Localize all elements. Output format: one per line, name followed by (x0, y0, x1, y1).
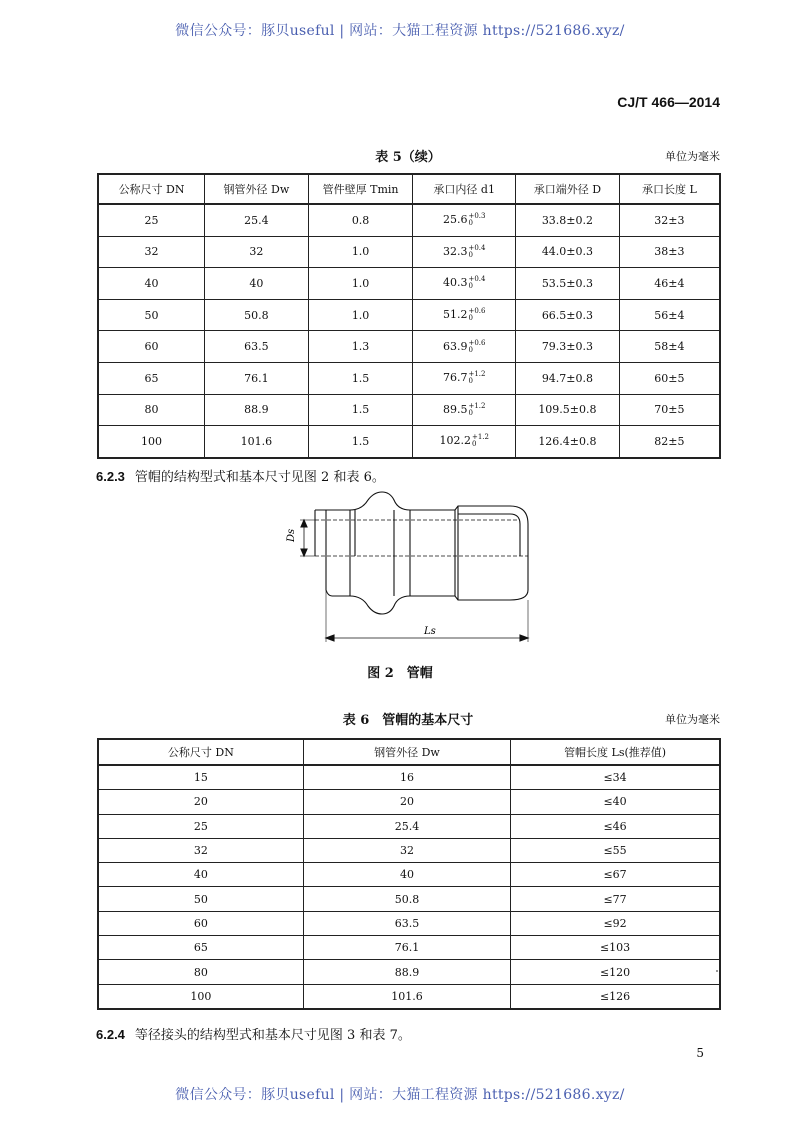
table5-cell-dw: 50.8 (205, 299, 309, 331)
table5-cell-D: 126.4±0.8 (516, 426, 620, 458)
table5-row (98, 426, 720, 458)
table5-d1-tolerance (472, 434, 489, 448)
table5-cell-t: 1.0 (308, 299, 413, 331)
table6-cell-ls: ≤40 (511, 790, 720, 814)
clause-6-2-4-text: 等径接头的结构型式和基本尺寸见图 3 和表 7。 (134, 1028, 411, 1043)
table6-header-row (98, 739, 720, 765)
table6-row (98, 790, 720, 814)
table6-row (98, 960, 720, 984)
table6-title: 表 6 管帽的基本尺寸 (342, 713, 474, 728)
figure2-pipe-cap-drawing (270, 480, 550, 650)
table5-header-d1: 承口内径 d1 (413, 174, 516, 204)
table5-d1-value: 32.3 (442, 244, 468, 258)
table5-cell-d1 (413, 299, 516, 331)
table5-d1-lower: 0 (468, 219, 473, 228)
table5-title: 表 5（续） (375, 150, 441, 165)
table5-cell-D: 66.5±0.3 (516, 299, 620, 331)
table6-cell-dn: 20 (98, 790, 303, 814)
table6-cell-dw: 50.8 (303, 887, 510, 911)
table5-cell-t: 0.8 (308, 204, 413, 236)
table5-row (98, 204, 720, 236)
table5 (97, 173, 721, 459)
table5-row (98, 299, 720, 331)
table5-cell-L: 58±4 (619, 331, 720, 363)
table6-row (98, 984, 720, 1009)
table6-cell-dw: 32 (303, 838, 510, 862)
table6-cell-ls: ≤120 (511, 960, 720, 984)
table5-d1-lower: 0 (468, 408, 473, 417)
table5-cell-L: 60±5 (619, 362, 720, 394)
clause-6-2-4-number: 6.2.4 (96, 1027, 125, 1042)
table5-cell-D: 94.7±0.8 (516, 362, 620, 394)
table6-row (98, 765, 720, 790)
table5-cell-D: 53.5±0.3 (516, 268, 620, 300)
table6-row (98, 887, 720, 911)
table5-d1-value: 25.6 (442, 213, 468, 227)
table5-cell-d1 (413, 268, 516, 300)
table5-d1-upper: +0.4 (468, 275, 486, 284)
table5-row (98, 268, 720, 300)
table5-cell-t: 1.0 (308, 236, 413, 268)
table5-cell-t: 1.3 (308, 331, 413, 363)
table5-cell-L: 70±5 (619, 394, 720, 426)
table5-body (98, 204, 720, 458)
table6-cell-ls: ≤77 (511, 887, 720, 911)
table6-cell-ls: ≤67 (511, 863, 720, 887)
table6-row (98, 911, 720, 935)
table6-cell-dw: 40 (303, 863, 510, 887)
table6-cell-dn: 25 (98, 814, 303, 838)
table5-cell-dn: 50 (98, 299, 205, 331)
table5-cell-t: 1.5 (308, 362, 413, 394)
table6-row (98, 814, 720, 838)
table5-d1-tolerance (468, 340, 485, 354)
watermark-bottom: 微信公众号：豚贝useful | 网站：大猫工程资源 https://521686.xyz/ (175, 1087, 625, 1103)
table5-cell-L: 56±4 (619, 299, 720, 331)
table5-cell-dw: 101.6 (205, 426, 309, 458)
table5-d1-upper: +0.3 (468, 212, 486, 221)
table5-d1-lower: 0 (468, 250, 473, 259)
table5-header-L: 承口长度 L (619, 174, 720, 204)
table6-cell-dn: 32 (98, 838, 303, 862)
table5-header-dn: 公称尺寸 DN (98, 174, 205, 204)
table5-cell-dw: 63.5 (205, 331, 309, 363)
table5-cell-d1 (413, 362, 516, 394)
table5-cell-d1 (413, 394, 516, 426)
table6-cell-dw: 20 (303, 790, 510, 814)
table6 (97, 738, 721, 1010)
table5-cell-dn: 80 (98, 394, 205, 426)
figure2-label-ds: Ds (286, 528, 297, 542)
table6-cell-dw: 25.4 (303, 814, 510, 838)
table5-cell-dn: 25 (98, 204, 205, 236)
table5-cell-dw: 25.4 (205, 204, 309, 236)
table6-cell-dw: 16 (303, 765, 510, 790)
table5-cell-D: 79.3±0.3 (516, 331, 620, 363)
table5-d1-tolerance (468, 403, 485, 417)
table5-unit: 单位为毫米 (665, 150, 720, 163)
page-number: 5 (696, 1046, 704, 1060)
table5-header-dw: 钢管外径 Dw (205, 174, 309, 204)
table5-d1-upper: +0.6 (468, 307, 486, 316)
table6-cell-ls: ≤126 (511, 984, 720, 1009)
table5-d1-value: 102.2 (439, 434, 471, 448)
table5-caption (96, 146, 720, 164)
table5-header-t: 管件壁厚 Tmin (308, 174, 413, 204)
table5-row (98, 236, 720, 268)
table5-d1-lower: 0 (468, 282, 473, 291)
table6-cell-dn: 65 (98, 936, 303, 960)
table6-cell-dw: 101.6 (303, 984, 510, 1009)
table5-cell-d1 (413, 331, 516, 363)
table5-cell-D: 33.8±0.2 (516, 204, 620, 236)
table6-cell-ls: ≤46 (511, 814, 720, 838)
table6-row (98, 838, 720, 862)
table5-cell-dw: 40 (205, 268, 309, 300)
table5-cell-t: 1.0 (308, 268, 413, 300)
table5-cell-dw: 76.1 (205, 362, 309, 394)
table5-cell-D: 109.5±0.8 (516, 394, 620, 426)
table5-cell-D: 44.0±0.3 (516, 236, 620, 268)
table5-d1-upper: +1.2 (468, 401, 486, 410)
table5-d1-upper: +0.4 (468, 243, 486, 252)
table6-cell-dw: 76.1 (303, 936, 510, 960)
table5-cell-dn: 100 (98, 426, 205, 458)
table6-cell-dn: 15 (98, 765, 303, 790)
standard-code: CJ/T 466—2014 (617, 94, 720, 110)
table5-d1-upper: +0.6 (468, 338, 486, 347)
table6-row (98, 936, 720, 960)
table5-cell-dw: 32 (205, 236, 309, 268)
table5-d1-lower: 0 (468, 377, 473, 386)
table5-cell-L: 82±5 (619, 426, 720, 458)
figure2-label-ls: Ls (424, 626, 436, 637)
table5-header-row (98, 174, 720, 204)
table6-row (98, 863, 720, 887)
table5-row (98, 331, 720, 363)
clause-6-2-4 (96, 1024, 411, 1043)
table6-cell-dn: 60 (98, 911, 303, 935)
table5-d1-value: 40.3 (442, 276, 468, 290)
table6-cell-ls: ≤34 (511, 765, 720, 790)
table5-cell-L: 46±4 (619, 268, 720, 300)
table5-d1-tolerance (468, 213, 485, 227)
table5-cell-d1 (413, 426, 516, 458)
clause-6-2-3-number: 6.2.3 (96, 469, 125, 484)
table6-header-ls: 管帽长度 Ls(推荐值) (511, 739, 720, 765)
table6-cell-dw: 88.9 (303, 960, 510, 984)
table6-cell-dn: 80 (98, 960, 303, 984)
table6-unit: 单位为毫米 (665, 713, 720, 726)
table6-body (98, 765, 720, 1009)
table6-cell-ls: ≤103 (511, 936, 720, 960)
table5-cell-dn: 60 (98, 331, 205, 363)
table5-d1-lower: 0 (468, 314, 473, 323)
table5-cell-dw: 88.9 (205, 394, 309, 426)
table5-cell-dn: 65 (98, 362, 205, 394)
table5-cell-t: 1.5 (308, 394, 413, 426)
table5-cell-dn: 40 (98, 268, 205, 300)
table5-row (98, 362, 720, 394)
table6-cell-ls: ≤92 (511, 911, 720, 935)
table5-cell-dn: 32 (98, 236, 205, 268)
scan-speck (716, 970, 718, 972)
table5-cell-L: 32±3 (619, 204, 720, 236)
clause-6-2-3-text: 管帽的结构型式和基本尺寸见图 2 和表 6。 (134, 470, 385, 485)
table5-header-D: 承口端外径 D (516, 174, 620, 204)
table6-cell-dn: 40 (98, 863, 303, 887)
table6-caption (96, 709, 720, 727)
table5-d1-tolerance (468, 371, 485, 385)
table5-cell-d1 (413, 236, 516, 268)
table5-cell-d1 (413, 204, 516, 236)
table5-d1-value: 89.5 (442, 402, 468, 416)
table6-header-dn: 公称尺寸 DN (98, 739, 303, 765)
table5-d1-value: 63.9 (442, 339, 468, 353)
table5-d1-tolerance (468, 276, 485, 290)
table5-d1-upper: +1.2 (468, 370, 486, 379)
table6-cell-dn: 100 (98, 984, 303, 1009)
watermark-top: 微信公众号：豚贝useful | 网站：大猫工程资源 https://521686.xyz/ (175, 23, 625, 39)
table6-header-dw: 钢管外径 Dw (303, 739, 510, 765)
table5-d1-lower: 0 (468, 345, 473, 354)
table6-cell-ls: ≤55 (511, 838, 720, 862)
table5-cell-t: 1.5 (308, 426, 413, 458)
table5-row (98, 394, 720, 426)
table6-cell-dw: 63.5 (303, 911, 510, 935)
table5-d1-value: 76.7 (442, 371, 468, 385)
table6-cell-dn: 50 (98, 887, 303, 911)
table5-cell-L: 38±3 (619, 236, 720, 268)
table5-d1-value: 51.2 (442, 308, 468, 322)
table5-d1-upper: +1.2 (471, 433, 489, 442)
figure2-caption: 图 2 管帽 (367, 666, 433, 681)
table5-d1-tolerance (468, 308, 485, 322)
table5-d1-lower: 0 (471, 440, 477, 449)
table5-d1-tolerance (468, 245, 485, 259)
